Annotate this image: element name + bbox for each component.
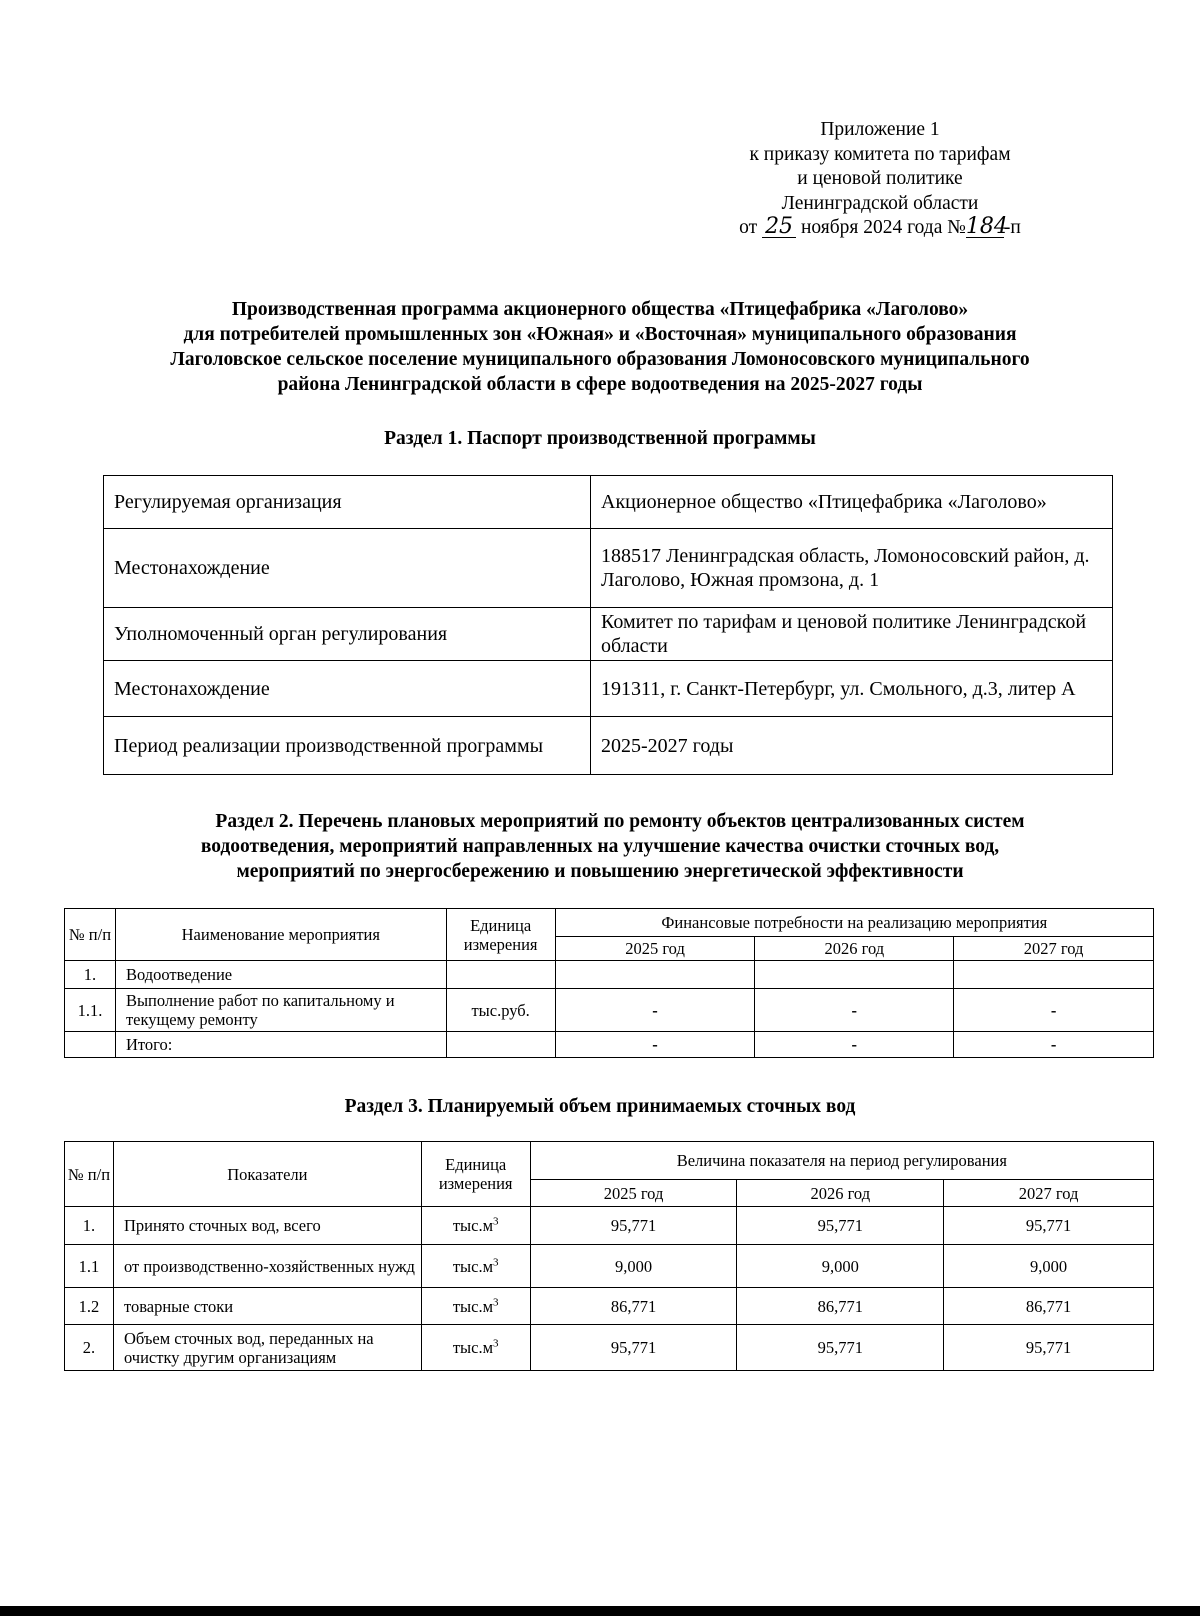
cell-num: 2. bbox=[65, 1325, 114, 1371]
col-header-2026: 2026 год bbox=[755, 937, 954, 961]
measures-table bbox=[64, 908, 1154, 1058]
cell-num: 1.1 bbox=[65, 1245, 114, 1288]
unit-base: тыс.м bbox=[452, 1216, 494, 1235]
date-middle: ноября 2024 года № bbox=[800, 217, 966, 238]
cell-2025: - bbox=[555, 1032, 755, 1058]
document-title bbox=[60, 297, 1140, 397]
col-header-unit: Единица измерения bbox=[421, 1142, 530, 1207]
passport-value: 188517 Ленинградская область, Ломоносовский район, д. Лаголово, Южная промзона, д. 1 bbox=[591, 529, 1113, 608]
cell-2026: - bbox=[755, 1032, 954, 1058]
passport-value: 2025-2027 годы bbox=[591, 717, 1113, 775]
cell-num: 1.1. bbox=[65, 989, 116, 1032]
cell-num bbox=[65, 1032, 116, 1058]
title-line-3: Лаголовское сельское поселение муниципального образования Ломоносовского муниципального bbox=[170, 349, 1030, 370]
table-row bbox=[104, 661, 1113, 717]
cell-unit: тыс.руб. bbox=[446, 989, 555, 1032]
title-line-1: Производственная программа акционерного общества «Птицефабрика «Лаголово» bbox=[231, 299, 969, 320]
handwritten-order-number: 184 bbox=[965, 214, 1008, 239]
col-header-group: Величина показателя на период регулирования bbox=[530, 1142, 1153, 1180]
passport-label: Уполномоченный орган регулирования bbox=[104, 608, 591, 661]
cell-unit bbox=[421, 1288, 530, 1325]
appendix-line-3: и ценовой политике bbox=[797, 168, 963, 189]
appendix-header bbox=[700, 118, 1060, 241]
appendix-line-1: Приложение 1 bbox=[820, 119, 940, 140]
order-suffix: -п bbox=[1003, 217, 1021, 238]
passport-label: Регулируемая организация bbox=[104, 476, 591, 529]
cell-2027 bbox=[954, 961, 1154, 989]
cell-2027: - bbox=[954, 989, 1154, 1032]
col-header-2027: 2027 год bbox=[954, 937, 1154, 961]
cell-2027: 95,771 bbox=[944, 1207, 1154, 1245]
unit-exponent: 3 bbox=[493, 1337, 499, 1350]
unit-base: тыс.м bbox=[452, 1296, 494, 1316]
cell-2026 bbox=[755, 961, 954, 989]
cell-num: 1. bbox=[65, 961, 116, 989]
cell-2027: 95,771 bbox=[944, 1325, 1154, 1371]
unit-base: тыс.м bbox=[452, 1338, 494, 1357]
appendix-date-line bbox=[700, 216, 1060, 241]
section-2-heading-line-3: мероприятий по энергосбережению и повышению энергетической эффективности bbox=[236, 861, 964, 882]
scan-edge-bar bbox=[0, 1606, 1200, 1616]
table-row bbox=[104, 608, 1113, 661]
cell-indicator: Объем сточных вод, переданных на очистку другим организациям bbox=[113, 1325, 421, 1371]
table-row bbox=[104, 476, 1113, 529]
cell-unit bbox=[421, 1245, 530, 1288]
table-row bbox=[104, 529, 1113, 608]
cell-2027: 86,771 bbox=[944, 1288, 1154, 1325]
table-row bbox=[65, 1207, 1154, 1245]
table-row bbox=[65, 961, 1154, 989]
cell-2025: 95,771 bbox=[530, 1325, 737, 1371]
cell-name: Выполнение работ по капитальному и текущему ремонту bbox=[115, 989, 446, 1032]
cell-2025: 86,771 bbox=[530, 1288, 737, 1325]
col-header-unit: Единица измерения bbox=[446, 909, 555, 961]
cell-name: Итого: bbox=[115, 1032, 446, 1058]
cell-2026: 86,771 bbox=[737, 1288, 944, 1325]
col-header-2025: 2025 год bbox=[530, 1180, 737, 1207]
table-header-row bbox=[65, 909, 1154, 937]
unit-exponent: 3 bbox=[493, 1215, 499, 1228]
table-header-row bbox=[65, 1142, 1154, 1180]
passport-label: Период реализации производственной программы bbox=[104, 717, 591, 775]
cell-name: Водоотведение bbox=[115, 961, 446, 989]
passport-label: Местонахождение bbox=[104, 529, 591, 608]
cell-2026: 95,771 bbox=[737, 1325, 944, 1371]
unit-base: тыс.м bbox=[452, 1256, 494, 1276]
cell-unit bbox=[446, 1032, 555, 1058]
table-row bbox=[65, 1288, 1154, 1325]
col-header-num: № п/п bbox=[65, 1142, 114, 1207]
col-header-name: Наименование мероприятия bbox=[115, 909, 446, 961]
appendix-line-2: к приказу комитета по тарифам bbox=[749, 143, 1011, 165]
date-prefix: от bbox=[739, 217, 758, 238]
appendix-line-4: Ленинградской области bbox=[781, 192, 979, 214]
handwritten-day: 25 bbox=[762, 217, 796, 238]
wastewater-volume-table bbox=[64, 1141, 1154, 1371]
table-row bbox=[65, 1325, 1154, 1371]
table-row bbox=[65, 1032, 1154, 1058]
cell-indicator: Принято сточных вод, всего bbox=[113, 1207, 421, 1245]
cell-2025: 9,000 bbox=[530, 1245, 737, 1288]
col-header-group: Финансовые потребности на реализацию мероприятия bbox=[555, 909, 1153, 937]
cell-num: 1. bbox=[65, 1207, 114, 1245]
cell-num: 1.2 bbox=[65, 1288, 114, 1325]
cell-2027: 9,000 bbox=[944, 1245, 1154, 1288]
section-2-heading-line-2: водоотведения, мероприятий направленных на улучшение качества очистки сточных вод, bbox=[200, 836, 1000, 857]
passport-label: Местонахождение bbox=[104, 661, 591, 717]
title-line-2: для потребителей промышленных зон «Южная» и «Восточная» муниципального образования bbox=[183, 324, 1017, 345]
section-2-heading bbox=[60, 809, 1140, 884]
cell-2026: 95,771 bbox=[737, 1207, 944, 1245]
cell-unit bbox=[446, 961, 555, 989]
col-header-2026: 2026 год bbox=[737, 1180, 944, 1207]
cell-unit bbox=[421, 1325, 530, 1371]
table-row bbox=[65, 989, 1154, 1032]
section-1-heading: Раздел 1. Паспорт производственной программы bbox=[384, 428, 816, 449]
cell-unit bbox=[421, 1207, 530, 1245]
unit-exponent: 3 bbox=[493, 1256, 499, 1268]
cell-2026: - bbox=[755, 989, 954, 1032]
col-header-2027: 2027 год bbox=[944, 1180, 1154, 1207]
cell-2025: - bbox=[555, 989, 755, 1032]
section-2-heading-line-1: Раздел 2. Перечень плановых мероприятий по ремонту объектов централизованных систем bbox=[215, 811, 1025, 832]
section-3-heading: Раздел 3. Планируемый объем принимаемых сточных вод bbox=[344, 1096, 856, 1117]
table-row bbox=[104, 717, 1113, 775]
passport-value: Комитет по тарифам и ценовой политике Ленинградской области bbox=[591, 608, 1113, 661]
passport-table bbox=[103, 475, 1113, 775]
cell-2027: - bbox=[954, 1032, 1154, 1058]
unit-exponent: 3 bbox=[493, 1296, 499, 1308]
cell-2026: 9,000 bbox=[737, 1245, 944, 1288]
cell-indicator: от производственно-хозяйственных нужд bbox=[113, 1245, 421, 1288]
cell-2025: 95,771 bbox=[530, 1207, 737, 1245]
col-header-2025: 2025 год bbox=[555, 937, 755, 961]
passport-value: Акционерное общество «Птицефабрика «Лаголово» bbox=[591, 476, 1113, 529]
col-header-num: № п/п bbox=[65, 909, 116, 961]
title-line-4: района Ленинградской области в сфере водоотведения на 2025-2027 годы bbox=[277, 374, 923, 395]
cell-indicator: товарные стоки bbox=[113, 1288, 421, 1325]
passport-value: 191311, г. Санкт-Петербург, ул. Смольного, д.3, литер А bbox=[591, 661, 1113, 717]
table-row bbox=[65, 1245, 1154, 1288]
cell-2025 bbox=[555, 961, 755, 989]
col-header-indicator: Показатели bbox=[113, 1142, 421, 1207]
